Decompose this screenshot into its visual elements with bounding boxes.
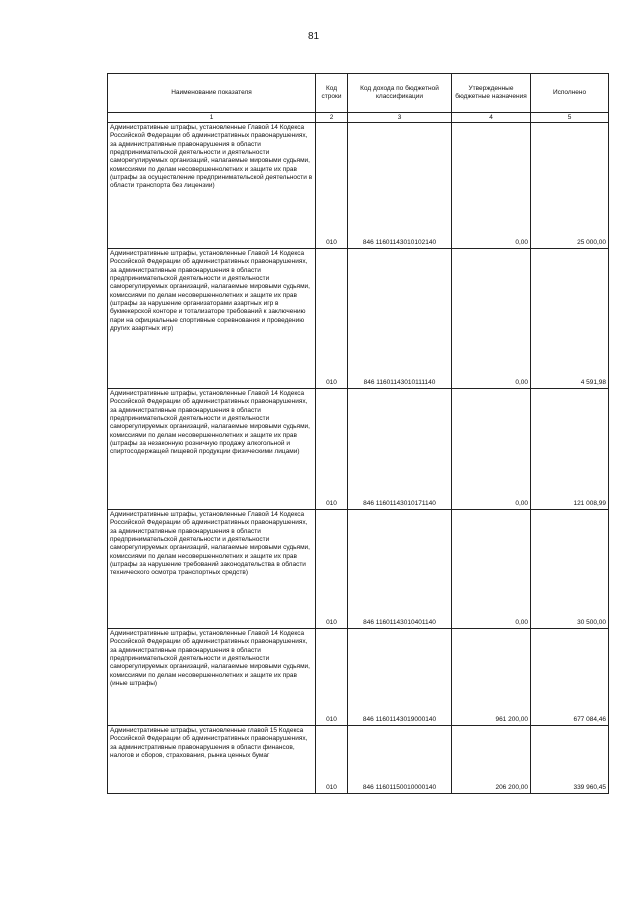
table-row [108,629,609,726]
row-code: 010 [316,389,348,510]
row-approved: 0,00 [452,510,531,629]
header-classification: Код дохода по бюджетной классификации [348,74,452,113]
row-classification: 846 11601143010171140 [348,389,452,510]
column-number: 5 [531,113,609,123]
row-approved: 206 200,00 [452,726,531,794]
row-classification: 846 11601143010401140 [348,510,452,629]
table-row [108,510,609,629]
row-approved: 961 200,00 [452,629,531,726]
row-name: Административные штрафы, установленные Главой 14 Кодекса Российской Федерации об административных правонарушениях, за административные правонарушения в области предпринимательской деятельности и деятельности саморегулируемых организаций, налагаемые мировыми судьями, комиссиями по делам несовершеннолетних и защите их прав (штрафы за нарушение требований законодательства в области технического осмотра транспортных средств) [108,510,316,629]
header-executed: Исполнено [531,74,609,113]
row-name: Административные штрафы, установленные Главой 14 Кодекса Российской Федерации об административных правонарушениях, за административные правонарушения в области предпринимательской деятельности и деятельности саморегулируемых организаций, налагаемые мировыми судьями, комиссиями по делам несовершеннолетних и защите их прав (штрафы за нарушение организаторами азартных игр в букмекерской конторе и тотализаторе требований к заключению пари на официальные спортивные соревнования и проведению других азартных игр) [108,249,316,389]
table-row [108,123,609,249]
row-approved: 0,00 [452,249,531,389]
row-classification: 846 11601143019000140 [348,629,452,726]
column-number-row [108,113,609,123]
row-approved: 0,00 [452,389,531,510]
column-number: 3 [348,113,452,123]
column-number: 2 [316,113,348,123]
row-code: 010 [316,510,348,629]
row-name: Административные штрафы, установленные Главой 14 Кодекса Российской Федерации об административных правонарушениях, за административные правонарушения в области предпринимательской деятельности и деятельности саморегулируемых организаций, налагаемые мировыми судьями, комиссиями по делам несовершеннолетних и защите их прав (штрафы за незаконную розничную продажу алкогольной и спиртосодержащей пищевой продукции физическими лицами) [108,389,316,510]
row-approved: 0,00 [452,123,531,249]
row-executed: 30 500,00 [531,510,609,629]
row-name: Административные штрафы, установленные Главой 14 Кодекса Российской Федерации об административных правонарушениях, за административные правонарушения в области предпринимательской деятельности и деятельности саморегулируемых организаций, налагаемые мировыми судьями, комиссиями по делам несовершеннолетних и защите их прав (иные штрафы) [108,629,316,726]
column-number: 4 [452,113,531,123]
row-code: 010 [316,629,348,726]
row-classification: 846 11601143010102140 [348,123,452,249]
row-code: 010 [316,123,348,249]
table-row [108,389,609,510]
table-header-row [108,74,609,113]
row-classification: 846 11601143010111140 [348,249,452,389]
row-executed: 677 084,46 [531,629,609,726]
row-classification: 846 11601150010000140 [348,726,452,794]
row-executed: 339 960,45 [531,726,609,794]
table-row [108,249,609,389]
row-code: 010 [316,249,348,389]
table-row [108,726,609,794]
header-approved: Утвержденные бюджетные назначения [452,74,531,113]
budget-execution-table [107,73,609,794]
row-executed: 121 008,99 [531,389,609,510]
row-name: Административные штрафы, установленные главой 15 Кодекса Российской Федерации об административных правонарушениях, за административные правонарушения в области финансов, налогов и сборов, страхования, рынка ценных бумаг [108,726,316,794]
row-executed: 4 591,98 [531,249,609,389]
header-code: Код строки [316,74,348,113]
row-code: 010 [316,726,348,794]
row-executed: 25 000,00 [531,123,609,249]
row-name: Административные штрафы, установленные Главой 14 Кодекса Российской Федерации об административных правонарушениях, за административные правонарушения в области предпринимательской деятельности и деятельности саморегулируемых организаций, налагаемые мировыми судьями, комиссиями по делам несовершеннолетних и защите их прав (штрафы за осуществление предпринимательской деятельности в области транспорта без лицензии) [108,123,316,249]
page-number: 81 [307,31,320,42]
header-name: Наименование показателя [108,74,316,113]
column-number: 1 [108,113,316,123]
